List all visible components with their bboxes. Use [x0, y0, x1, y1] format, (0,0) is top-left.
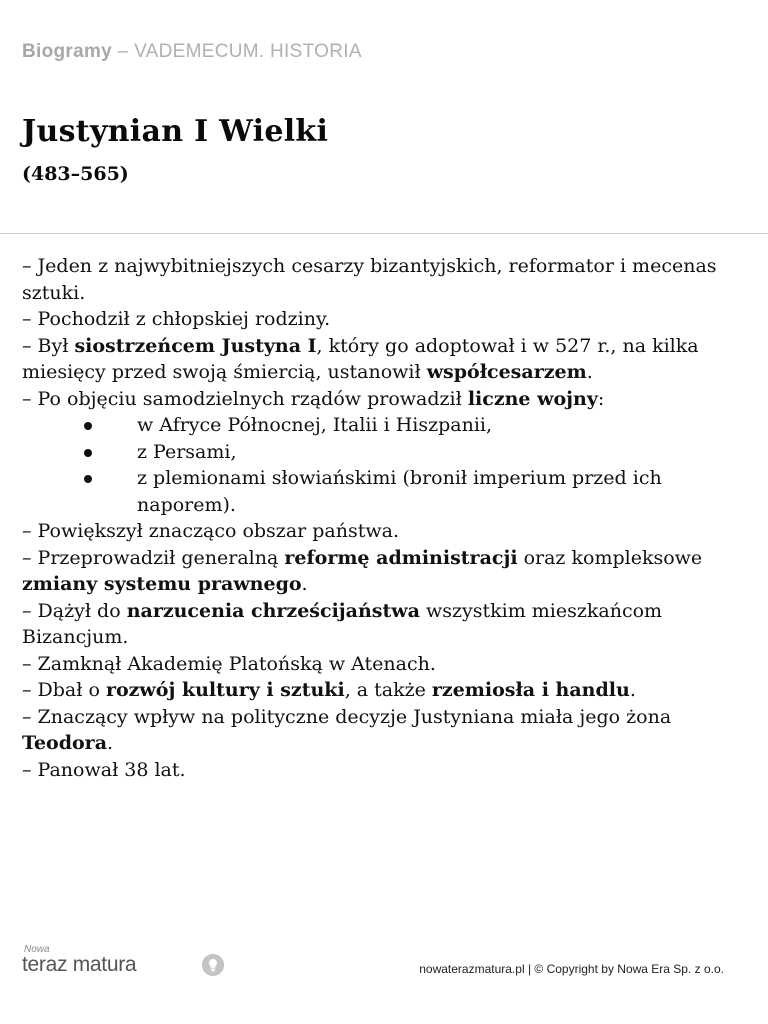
fact-paragraph: – Jeden z najwybitniejszych cesarzy bizantyjskich, reformator i mecenas sztuki.: [22, 255, 717, 304]
wars-list: [22, 412, 752, 518]
fact-paragraph: – Powiększył znacząco obszar państwa.: [22, 520, 400, 542]
fact-paragraph: [22, 333, 752, 386]
text-run: – Przeprowadził generalną: [22, 546, 285, 569]
text-run: , a także: [344, 679, 432, 701]
text-run: .: [586, 361, 593, 383]
bullet-icon: [84, 475, 92, 483]
list-item: [22, 412, 752, 439]
bold-text: Teodora: [22, 732, 107, 754]
header-separator: –: [112, 41, 135, 62]
website-link[interactable]: nowaterazmatura.pl: [419, 962, 525, 976]
list-item-text: z Persami,: [137, 440, 237, 463]
fact-paragraph: [22, 386, 752, 413]
text-run: – Znaczący wpływ na polityczne decyzje Justyniana miała jego żona: [22, 705, 672, 728]
footer-credits: [419, 962, 724, 976]
text-run: .: [301, 573, 308, 595]
text-run: – Po objęciu samodzielnych rządów prowadził: [22, 387, 468, 410]
bold-text: siostrzeńcem Justyna I: [74, 334, 317, 357]
fact-paragraph: – Zamknął Akademię Platońską w Atenach.: [22, 652, 436, 675]
text-run: oraz kompleksowe: [517, 546, 703, 569]
bold-text: rozwój kultury i sztuki: [105, 679, 345, 701]
list-item: [22, 439, 752, 466]
lightbulb-icon: [202, 954, 224, 976]
fact-paragraph: – Panował 38 lat.: [22, 758, 186, 781]
logo-small-text: Nowa: [24, 944, 50, 955]
fact-paragraph: [22, 598, 752, 651]
fact-paragraph: [22, 677, 752, 704]
text-run: – Dbał o: [22, 679, 106, 701]
bold-text: rzemiosła i handlu: [431, 679, 630, 701]
publisher-logo: [22, 944, 222, 980]
text-run: .: [629, 679, 636, 701]
footer-separator: |: [524, 962, 535, 976]
text-run: – Był: [22, 334, 75, 357]
fact-paragraph: – Pochodził z chłopskiej rodziny.: [22, 308, 331, 330]
header-series: VADEMECUM. HISTORIA: [134, 41, 362, 62]
bold-text: reformę administracji: [284, 546, 518, 569]
list-item-text: z plemionami słowiańskimi (bronił imperium przed ich naporem).: [137, 467, 662, 516]
text-run: , który go adoptował i w 527 r., na kilka miesięcy przed swoją śmiercią, ustanowił: [22, 334, 699, 383]
logo-main-text: teraz matura: [22, 953, 137, 976]
bullet-icon: [84, 449, 92, 457]
bold-text: liczne wojny: [467, 387, 598, 410]
header-divider: [0, 233, 768, 234]
life-dates: (483–565): [22, 163, 129, 185]
list-item-text: w Afryce Północnej, Italii i Hiszpanii,: [137, 414, 493, 436]
header-category: Biogramy: [22, 41, 113, 62]
bold-text: zmiany systemu prawnego: [22, 573, 302, 595]
biography-content: [22, 253, 752, 783]
bold-text: narzucenia chrześcijaństwa: [126, 599, 420, 622]
text-run: – Dążył do: [22, 599, 127, 622]
bullet-icon: [84, 422, 92, 430]
document-header: [22, 41, 362, 63]
copyright-text: © Copyright by Nowa Era Sp. z o.o.: [534, 962, 724, 976]
text-run: .: [107, 732, 114, 754]
bold-text: współcesarzem: [426, 361, 587, 383]
fact-paragraph: [22, 545, 752, 598]
text-run: wszystkim mieszkańcom Bizancjum.: [22, 599, 663, 648]
list-item: [22, 465, 752, 518]
text-run: :: [597, 387, 605, 410]
fact-paragraph: [22, 704, 752, 757]
page-title: Justynian I Wielki: [22, 114, 329, 149]
